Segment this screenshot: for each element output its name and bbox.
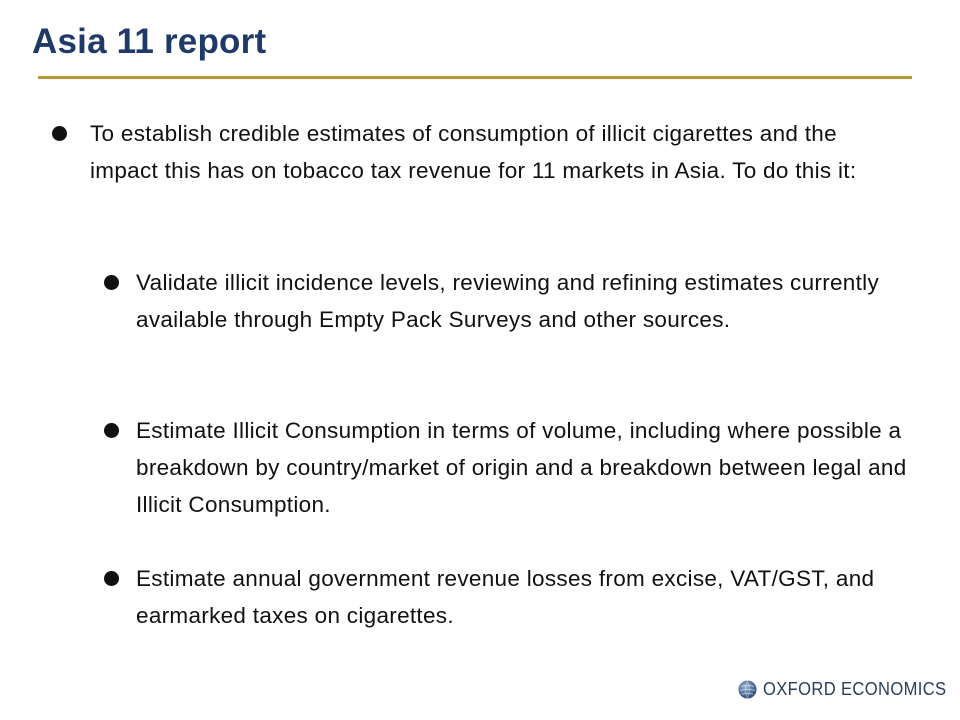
sub-bullet-text: Estimate annual government revenue losses from excise, VAT/GST, and earmarked taxes on cigarettes.	[136, 566, 875, 628]
bullet-dot	[104, 571, 119, 586]
sub-bullet-validate	[136, 264, 916, 338]
oxford-economics-logo	[738, 676, 960, 702]
bullet-dot	[104, 423, 119, 438]
logo-wordmark: OXFORD ECONOMICS	[763, 678, 947, 699]
sub-bullet-consumption	[136, 412, 916, 523]
slide-title: Asia 11 report	[32, 22, 267, 61]
main-bullet	[90, 115, 910, 189]
main-bullet-text: To establish credible estimates of consumption of illicit cigarettes and the impact this has on tobacco tax revenue for 11 markets in Asia. To do this it:	[90, 121, 857, 183]
bullet-dot	[52, 126, 67, 141]
bullet-dot	[104, 275, 119, 290]
sub-bullet-revenue	[136, 560, 916, 634]
sub-bullet-text: Estimate Illicit Consumption in terms of volume, including where possible a breakdown by country/market of origin and a breakdown between legal and Illicit Consumption.	[136, 418, 907, 517]
globe-icon	[738, 680, 757, 699]
title-divider	[38, 76, 912, 79]
sub-bullet-text: Validate illicit incidence levels, reviewing and refining estimates currently available through Empty Pack Surveys and other sources.	[136, 270, 880, 332]
